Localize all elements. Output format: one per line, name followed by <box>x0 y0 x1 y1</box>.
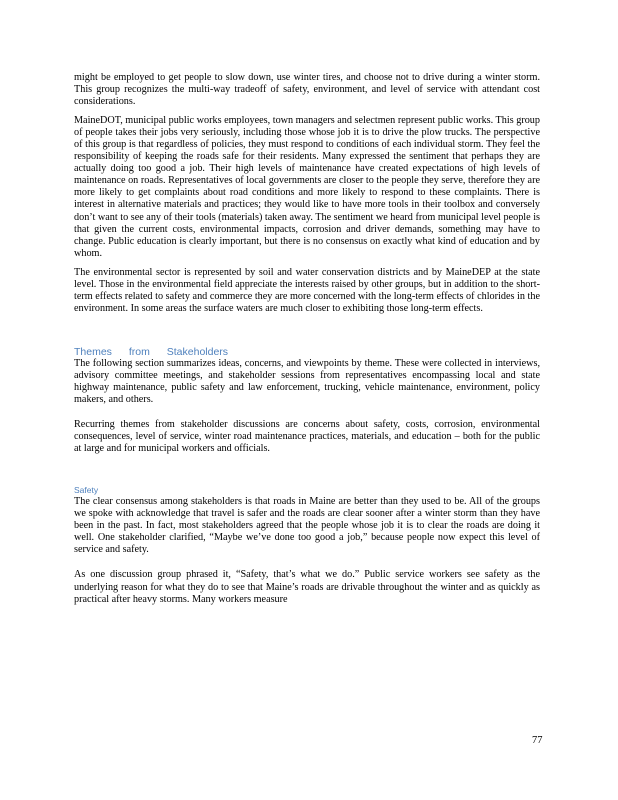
section-heading-themes: Themes from Stakeholders <box>74 345 229 358</box>
paragraph-environmental: The environmental sector is represented by soil and water conservation districts and by MaineDEP at the state level. Those in the environmental field appreciate the interests raised by other groups, but in addition to the short-term effects related to safety and commerce they are more concerned with the long-term effects of chlorides in the environment. In some areas the surface waters are much closer to exhibiting those long-term effects. <box>74 266 540 314</box>
document-body <box>74 72 540 606</box>
paragraph-safety-consensus: The clear consensus among stakeholders is that roads in Maine are better than they used to be. All of the groups we spoke with acknowledge that travel is safer and the roads are clear sooner after a winter storm than they have been in the past. In fact, most stakeholders agreed that the people whose job it is to clear the roads are doing it well. One stakeholder clarified, “Maybe we’ve done too good a job,” because people now expect this level of service and safety. <box>74 496 540 556</box>
paragraph-mainedot: MaineDOT, municipal public works employees, town managers and selectmen represent public works. This group of people takes their jobs very seriously, including those whose job it is to drive the plow trucks. The perspective of this group is that regardless of policies, they must respond to conditions of each individual storm. They feel the responsibility of keeping the roads safe for their residents. Many expressed the sentiment that perhaps they are actually doing too good a job. Their high levels of maintenance have created expectations of high levels of maintenance on roads. Representatives of local governments are closer to the people they serve, therefore they are more likely to get complaints about road conditions and more likely to respond to these complaints. There is interest in alternative materials and practices; they would like to have more tools in their toolbox and conversely don’t want to see any of their tools (materials) taken away. The sentiment we heard from municipal level people is that given the current costs, environmental impacts, corrosion and driver demands, something may have to change. Public education is clearly important, but there is no consensus on exactly what kind of education and by whom. <box>74 115 540 259</box>
page-number: 77 <box>532 735 543 746</box>
paragraph-recurring-themes: Recurring themes from stakeholder discussions are concerns about safety, costs, corrosion, environmental consequences, level of service, winter road maintenance practices, materials, and education – both for the public at large and for municipal workers and officials. <box>74 419 540 455</box>
paragraph-safety-discussion: As one discussion group phrased it, “Safety, that’s what we do.” Public service workers see safety as the underlying reason for what they do to see that Maine’s roads are drivable throughout the winter and as quickly as practical after heavy storms. Many workers measure <box>74 569 540 605</box>
subsection-heading-safety: Safety <box>74 485 99 496</box>
paragraph-themes-summary: The following section summarizes ideas, concerns, and viewpoints by theme. These were collected in interviews, advisory committee meetings, and stakeholder sessions from representatives encompassing local and state highway maintenance, public safety and law enforcement, trucking, vehicle maintenance, environment, policy makers, and others. <box>74 357 540 406</box>
paragraph-intro-continuation: might be employed to get people to slow down, use winter tires, and choose not to drive during a winter storm. This group recognizes the multi-way tradeoff of safety, environment, and level of service with attendant cost considerations. <box>74 72 540 108</box>
